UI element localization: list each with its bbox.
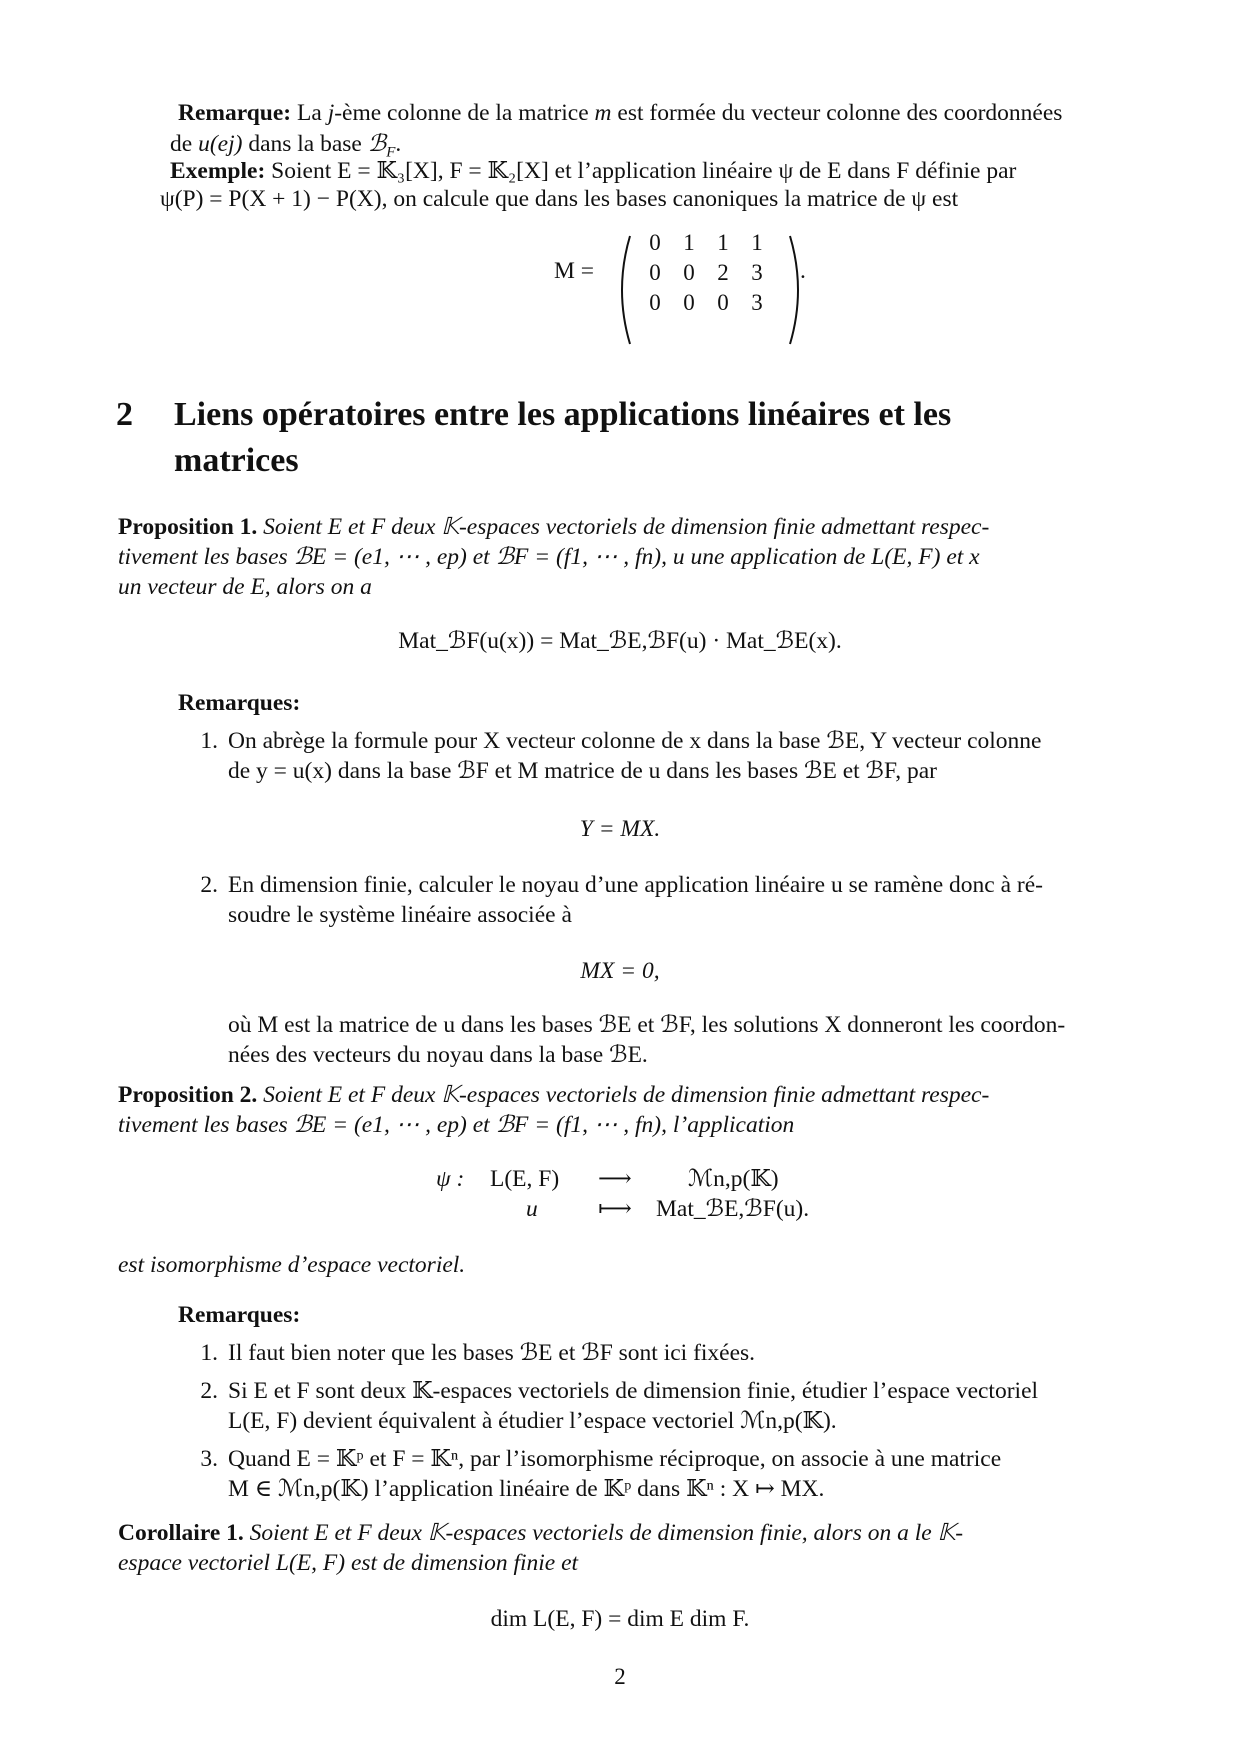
exemple-text: Soient E = 𝕂₃[X], F = 𝕂₂[X] et l’application linéaire ψ de E dans F définie par bbox=[271, 158, 1017, 184]
math-j: j bbox=[327, 100, 335, 126]
section-number: 2 bbox=[116, 396, 133, 433]
item-text: L(E, F) devient équivalent à étudier l’espace vectoriel ℳn,p(𝕂). bbox=[228, 1408, 837, 1434]
map-image: Mat_ℬE,ℬF(u). bbox=[656, 1196, 810, 1222]
exemple-line-1 bbox=[170, 156, 1190, 186]
math-m: m bbox=[594, 100, 612, 126]
matrix-cell: 0 bbox=[649, 230, 661, 255]
prop1-text: Soient E et F deux 𝕂-espaces vectoriels de dimension finie admettant respec- bbox=[263, 514, 990, 540]
map-u: u bbox=[526, 1196, 538, 1222]
prop1-formula: Mat_ℬF(u(x)) = Mat_ℬE,ℬF(u) · Mat_ℬE(x). bbox=[398, 628, 842, 654]
prop2-line-1 bbox=[118, 1080, 1190, 1110]
map-domain: L(E, F) bbox=[490, 1166, 560, 1192]
item-text: de y = u(x) dans la base ℬF et M matrice de u dans les bases ℬE et ℬF, par bbox=[228, 758, 937, 784]
math-sub: F bbox=[386, 144, 396, 161]
map-mapsto: ⟼ bbox=[598, 1196, 632, 1222]
remarque-text: -ème colonne de la matrice bbox=[334, 100, 595, 126]
math-uej: u(ej) bbox=[198, 131, 243, 157]
matrix-cell: 0 bbox=[649, 260, 661, 285]
matrix-cell: 3 bbox=[751, 290, 763, 315]
matrix-cell: 0 bbox=[649, 290, 661, 315]
matrix-cell: 0 bbox=[717, 290, 729, 315]
remarques1-label bbox=[178, 688, 300, 718]
item-number: 2. bbox=[200, 1378, 218, 1404]
item-text: Il faut bien noter que les bases ℬE et ℬF sont ici fixées. bbox=[228, 1340, 756, 1366]
item-text: M ∈ ℳn,p(𝕂) l’application linéaire de 𝕂ᵖ dans 𝕂ⁿ : X ↦ MX. bbox=[228, 1476, 825, 1502]
remarque-text: La bbox=[297, 100, 328, 126]
prop1-line-2: tivement les bases ℬE = (e1, ⋯ , ep) et ℬF = (f1, ⋯ , fn), u une application de L(E, F) et x bbox=[118, 544, 980, 570]
exemple-label: Exemple: bbox=[170, 158, 266, 184]
prop2-line-3: est isomorphisme d’espace vectoriel. bbox=[118, 1252, 466, 1278]
item-text: Quand E = 𝕂ᵖ et F = 𝕂ⁿ, par l’isomorphisme réciproque, on associe à une matrice bbox=[228, 1446, 1002, 1472]
corollaire-label: Corollaire 1. bbox=[118, 1520, 244, 1546]
matrix-end: . bbox=[800, 258, 806, 284]
item-text: soudre le système linéaire associée à bbox=[228, 902, 572, 928]
matrix-cell: 2 bbox=[717, 260, 729, 285]
equation-y-mx: Y = MX. bbox=[579, 816, 661, 842]
remarque-text: . bbox=[395, 131, 402, 157]
corollaire-formula: dim L(E, F) = dim E dim F. bbox=[490, 1606, 750, 1632]
remarques-label-text: Remarques: bbox=[178, 690, 301, 716]
remarques2-label bbox=[178, 1300, 300, 1330]
item-number: 2. bbox=[200, 872, 218, 898]
matrix-cell: 1 bbox=[717, 230, 729, 255]
prop2-line-2: tivement les bases ℬE = (e1, ⋯ , ep) et ℬF = (f1, ⋯ , fn), l’application bbox=[118, 1112, 795, 1138]
map-codomain: ℳn,p(𝕂) bbox=[688, 1166, 779, 1192]
math-basis: ℬ bbox=[367, 129, 387, 157]
remarques-label-text: Remarques: bbox=[178, 1302, 301, 1328]
item-number: 1. bbox=[200, 728, 218, 754]
map-psi: ψ : bbox=[436, 1166, 465, 1192]
matrix-cell: 1 bbox=[683, 230, 695, 255]
remarque-paragraph bbox=[178, 98, 1188, 128]
corollaire-line-2: espace vectoriel L(E, F) est de dimension finie et bbox=[118, 1550, 579, 1576]
remarque-label: Remarque: bbox=[178, 100, 292, 126]
prop1-label: Proposition 1. bbox=[118, 514, 258, 540]
remarque-text: dans la base bbox=[242, 131, 368, 157]
matrix-cell: 3 bbox=[751, 260, 763, 285]
matrix-cell: 1 bbox=[751, 230, 763, 255]
remarque-text: est formée du vecteur colonne des coordonnées bbox=[611, 100, 1063, 126]
matrix-cell: 0 bbox=[683, 290, 695, 315]
item-text: Si E et F sont deux 𝕂-espaces vectoriels de dimension finie, étudier l’espace vectoriel bbox=[228, 1378, 1039, 1404]
matrix-cell: 0 bbox=[683, 260, 695, 285]
item-text: où M est la matrice de u dans les bases ℬE et ℬF, les solutions X donneront les coordon- bbox=[228, 1012, 1066, 1038]
matrix-label: M = bbox=[554, 258, 595, 284]
corollaire-line-1 bbox=[118, 1518, 1190, 1548]
prop1-line-3: un vecteur de E, alors on a bbox=[118, 574, 372, 600]
section-title-line-2: matrices bbox=[174, 442, 299, 479]
corollaire-text: Soient E et F deux 𝕂-espaces vectoriels de dimension finie, alors on a le 𝕂- bbox=[249, 1520, 964, 1546]
exemple-text: ψ(P) = P(X + 1) − P(X), on calcule que dans les bases canoniques la matrice de ψ est bbox=[160, 186, 959, 212]
item-text: nées des vecteurs du noyau dans la base ℬE. bbox=[228, 1042, 648, 1068]
prop2-label: Proposition 2. bbox=[118, 1082, 258, 1108]
item-text: On abrège la formule pour X vecteur colonne de x dans la base ℬE, Y vecteur colonne bbox=[228, 728, 1042, 754]
page-number: 2 bbox=[614, 1664, 626, 1689]
item-number: 1. bbox=[200, 1340, 218, 1366]
equation-mx-zero: MX = 0, bbox=[580, 958, 660, 984]
map-arrow: ⟶ bbox=[598, 1166, 632, 1192]
item-number: 3. bbox=[200, 1446, 218, 1472]
exemple-line-2 bbox=[160, 184, 1190, 214]
item-text: En dimension finie, calculer le noyau d’une application linéaire u se ramène donc à ré- bbox=[228, 872, 1043, 898]
remarque-text: de bbox=[170, 131, 199, 157]
prop1-line-1 bbox=[118, 512, 1190, 542]
section-title-line-1: Liens opératoires entre les applications linéaires et les bbox=[174, 396, 952, 433]
prop2-text: Soient E et F deux 𝕂-espaces vectoriels de dimension finie admettant respec- bbox=[263, 1082, 990, 1108]
